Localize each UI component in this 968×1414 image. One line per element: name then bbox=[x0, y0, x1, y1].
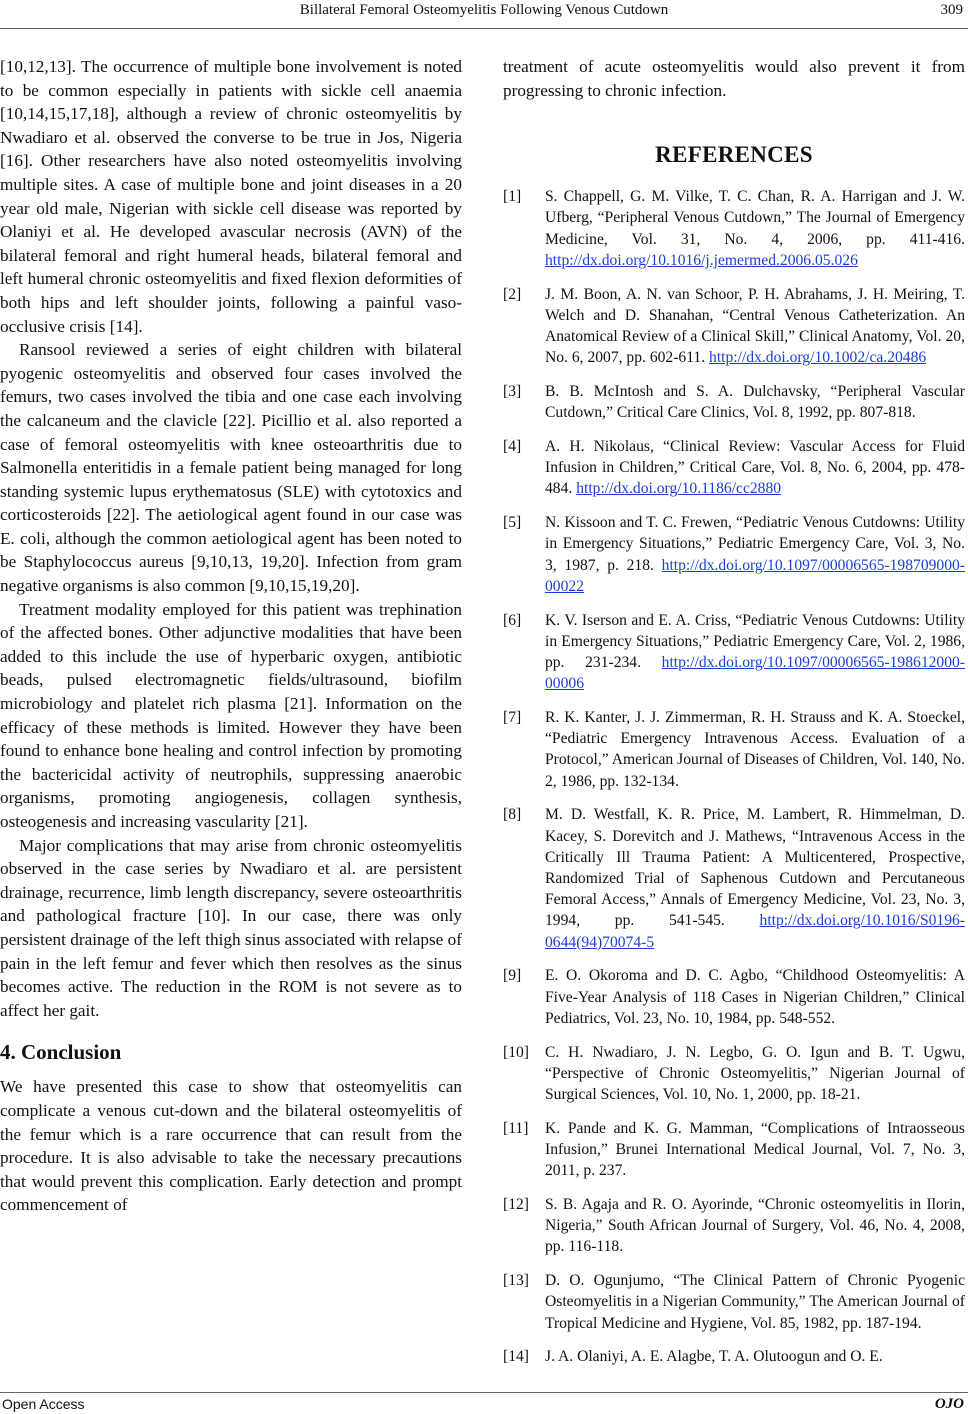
reference-number: [9] bbox=[503, 967, 522, 985]
body-paragraph: Ransool reviewed a series of eight children with bilateral pyogenic osteomyelitis and observed four cases involved the femurs, two cases involved the tibia and one case each involving the calcaneum and the clavicle [22]. Picillio et al. also reported a case of femoral osteomyelitis with knee osteoarthritis due to Salmonella enteritidis in a female patient being managed for long standing systemic lupus erythematosus (SLE) with cytotoxics and corticosteroids [22]. The aetiological agent found in our case was E. coli, although the common aetiological agent has been noted to be Staphylococcus aureus [9,10,13, 19,20]. Infection from gram negative organisms is also common [9,10,15,19,20]. bbox=[0, 340, 462, 596]
reference-text: M. D. Westfall, K. R. Price, M. Lambert, R. Himmelman, D. Kacey, S. Dorevitch and J. Mathews, “Intravenous Access in the Critically Ill Trauma Patient: A Multicentered, Prospective, Randomized Trial of Saphenous Cutdown and Percutaneous Femoral Access,” Annals of Emergency Medicine, Vol. 23, No. 3, 1994, pp. 541-545. bbox=[545, 806, 965, 930]
reference-number: [3] bbox=[503, 383, 522, 400]
running-title: Billateral Femoral Osteomyelitis Following Venous Cutdown bbox=[299, 2, 669, 18]
reference-item bbox=[503, 965, 965, 1029]
continuation-paragraph: treatment of acute osteomyelitis would also prevent it from progressing to chronic infection. bbox=[503, 57, 965, 100]
reference-item bbox=[503, 610, 965, 695]
conclusion-paragraph: We have presented this case to show that osteomyelitis can complicate a venous cut-down and the bilateral osteomyelitis of the femur which is a rare occurrence that can result from the procedure. It is also advisable to take the necessary precautions that would prevent this complication. Early detection and prompt commencement of bbox=[0, 1077, 462, 1215]
doi-link[interactable]: http://dx.doi.org/10.1097/00006565-198709000-00022 bbox=[545, 556, 965, 595]
reference-item bbox=[503, 1118, 965, 1182]
reference-text: N. Kissoon and T. C. Frewen, “Pediatric Venous Cutdowns: Utility in Emergency Situations,” Pediatric Emergency Care, Vol. 3, No. 3, 1987, p. 218. bbox=[545, 514, 965, 574]
references-heading: REFERENCES bbox=[655, 142, 813, 168]
doi-link[interactable]: http://dx.doi.org/10.1016/j.jemermed.2006.05.026 bbox=[545, 251, 858, 269]
doi-link[interactable]: http://dx.doi.org/10.1186/cc2880 bbox=[576, 480, 782, 498]
reference-number: [12] bbox=[503, 1196, 529, 1214]
reference-item bbox=[503, 1270, 965, 1334]
reference-number: [10] bbox=[503, 1043, 529, 1061]
footer-access-label: Open Access bbox=[2, 1396, 85, 1412]
reference-text: D. O. Ogunjumo, “The Clinical Pattern of Chronic Pyogenic Osteomyelitis in a Nigerian Community,” The American Journal of Tropical Medicine and Hygiene, Vol. 85, 1982, pp. 187-194. bbox=[545, 1272, 965, 1332]
reference-number: [5] bbox=[503, 514, 522, 532]
doi-link[interactable]: http://dx.doi.org/10.1016/S0196-0644(94)70074-5 bbox=[545, 912, 965, 951]
reference-number: [6] bbox=[503, 611, 522, 629]
body-paragraph: Major complications that may arise from chronic osteomyelitis observed in the case series by Nwadiaro et al. are persistent drainage, recurrence, limb length discrepancy, severe osteoarthritis and pathological fracture [10]. In our case, there was only persistent drainage of the left thigh sinus associated with relapse of pain in the left femur and fever which then resolves as the sinus becomes active. The reduction in the ROM is not severe as to affect her gait. bbox=[0, 835, 462, 1020]
reference-number: [1] bbox=[503, 188, 522, 206]
reference-text: B. B. McIntosh and S. A. Dulchavsky, “Peripheral Vascular Cutdown,” Critical Care Clinics, Vol. 8, 1992, pp. 807-818. bbox=[545, 383, 965, 422]
reference-item bbox=[503, 804, 965, 952]
right-column bbox=[503, 55, 965, 1380]
body-paragraph: Treatment modality employed for this patient was trephination of the affected bones. Other adjunctive modalities that have been added to this include the use of hyperbaric oxygen, antibiotic beads, pulsed electromagnetic fields/ultrasound, biofilm microbiology and platelet rich plasma [21]. Information on the efficacy of these methods is limited. However they have been found to enhance bone healing and control infection by promoting the bactericidal activity of neutrophils, suppressing anaerobic organisms, promoting angiogenesis, collagen synthesis, osteogenesis and increasing vascularity [21]. bbox=[0, 599, 462, 831]
reference-text: J. M. Boon, A. N. van Schoor, P. H. Abrahams, J. H. Meiring, T. Welch and D. Shanahan, “Central Venous Catheterization. An Anatomical Review of a Clinical Skill,” Clinical Anatomy, Vol. 20, No. 6, 2007, pp. 602-611. bbox=[545, 285, 965, 367]
reference-text: E. O. Okoroma and D. C. Agbo, “Childhood Osteomyelitis: A Five-Year Analysis of 118 Cases in Nigerian Children,” Clinical Pediatrics, Vol. 23, No. 10, 1984, pp. 548-552. bbox=[545, 967, 965, 1027]
reference-text: S. Chappell, G. M. Vilke, T. C. Chan, R. A. Harrigan and J. W. Ufberg, “Peripheral Venous Cutdown,” The Journal of Emergency Medicine, Vol. 31, No. 4, 2006, pp. 411-416. bbox=[545, 188, 965, 248]
reference-item bbox=[503, 284, 965, 369]
reference-text: J. A. Olaniyi, A. E. Alagbe, T. A. Olutoogun and O. E. bbox=[545, 1348, 883, 1366]
journal-abbreviation: OJO bbox=[934, 1396, 964, 1412]
reference-item bbox=[503, 707, 965, 792]
reference-number: [13] bbox=[503, 1272, 529, 1290]
reference-item bbox=[503, 436, 965, 500]
page-header bbox=[0, 2, 968, 24]
reference-list bbox=[503, 186, 965, 1367]
page-number: 309 bbox=[940, 2, 963, 18]
left-column bbox=[0, 55, 462, 1217]
reference-text: S. B. Agaja and R. O. Ayorinde, “Chronic osteomyelitis in Ilorin, Nigeria,” South African Journal of Surgery, Vol. 46, No. 4, 2008, pp. 116-118. bbox=[545, 1196, 965, 1256]
conclusion-heading: 4. Conclusion bbox=[0, 1040, 122, 1065]
reference-item bbox=[503, 512, 965, 597]
reference-text: C. H. Nwadiaro, J. N. Legbo, G. O. Igun and B. T. Ugwu, “Perspective of Chronic Osteomyelitis,” Nigerian Journal of Surgical Sciences, Vol. 10, No. 1, 2000, pp. 18-21. bbox=[545, 1043, 965, 1104]
footer-rule bbox=[0, 1392, 968, 1393]
reference-text: K. Pande and K. G. Mamman, “Complications of Intraosseous Infusion,” Brunei International Medical Journal, Vol. 7, No. 3, 2011, p. 237. bbox=[545, 1119, 965, 1180]
reference-number: [14] bbox=[503, 1348, 529, 1366]
reference-item bbox=[503, 186, 965, 271]
reference-text: K. V. Iserson and E. A. Criss, “Pediatric Venous Cutdowns: Utility in Emergency Situations,” Pediatric Emergency Care, Vol. 2, 1986, pp. 231-234. bbox=[545, 611, 965, 672]
reference-number: [4] bbox=[503, 438, 522, 455]
reference-text: A. H. Nikolaus, “Clinical Review: Vascular Access for Fluid Infusion in Children,” Critical Care, Vol. 8, No. 6, 2004, pp. 478-484. bbox=[545, 438, 965, 498]
doi-link[interactable]: http://dx.doi.org/10.1002/ca.20486 bbox=[709, 349, 927, 367]
header-rule bbox=[0, 28, 968, 29]
reference-item bbox=[503, 381, 965, 423]
reference-item bbox=[503, 1042, 965, 1106]
reference-number: [2] bbox=[503, 285, 522, 303]
reference-number: [7] bbox=[503, 709, 522, 727]
reference-number: [11] bbox=[503, 1119, 529, 1137]
reference-item bbox=[503, 1346, 965, 1367]
reference-number: [8] bbox=[503, 806, 522, 824]
reference-item bbox=[503, 1194, 965, 1258]
reference-text: R. K. Kanter, J. J. Zimmerman, R. H. Strauss and K. A. Stoeckel, “Pediatric Emergency Intravenous Access. Evaluation of a Protocol,” American Journal of Diseases of Children, Vol. 140, No. 2, 1986, pp. 132-134. bbox=[545, 709, 965, 790]
body-paragraph: [10,12,13]. The occurrence of multiple bone involvement is noted to be common especially in patients with sickle cell anaemia [10,14,15,17,18], although a review of chronic osteomyelitis by Nwadiaro et al. observed the converse to be true in Jos, Nigeria [16]. Other researchers have also noted osteomyelitis involving multiple sites. A case of multiple bone and joint diseases in a 20 year old male, Nigerian with sickle cell disease was reported by Olaniyi et al. He developed avascular necrosis (AVN) of the bilateral femoral and right humeral heads, bilateral femoral and left humeral chronic osteomyelitis and fixed flexion deformities of both hips and left shoulder joints, following a painful vaso-occlusive crisis [14]. bbox=[0, 57, 462, 336]
doi-link[interactable]: http://dx.doi.org/10.1097/00006565-198612000-00006 bbox=[545, 654, 965, 693]
